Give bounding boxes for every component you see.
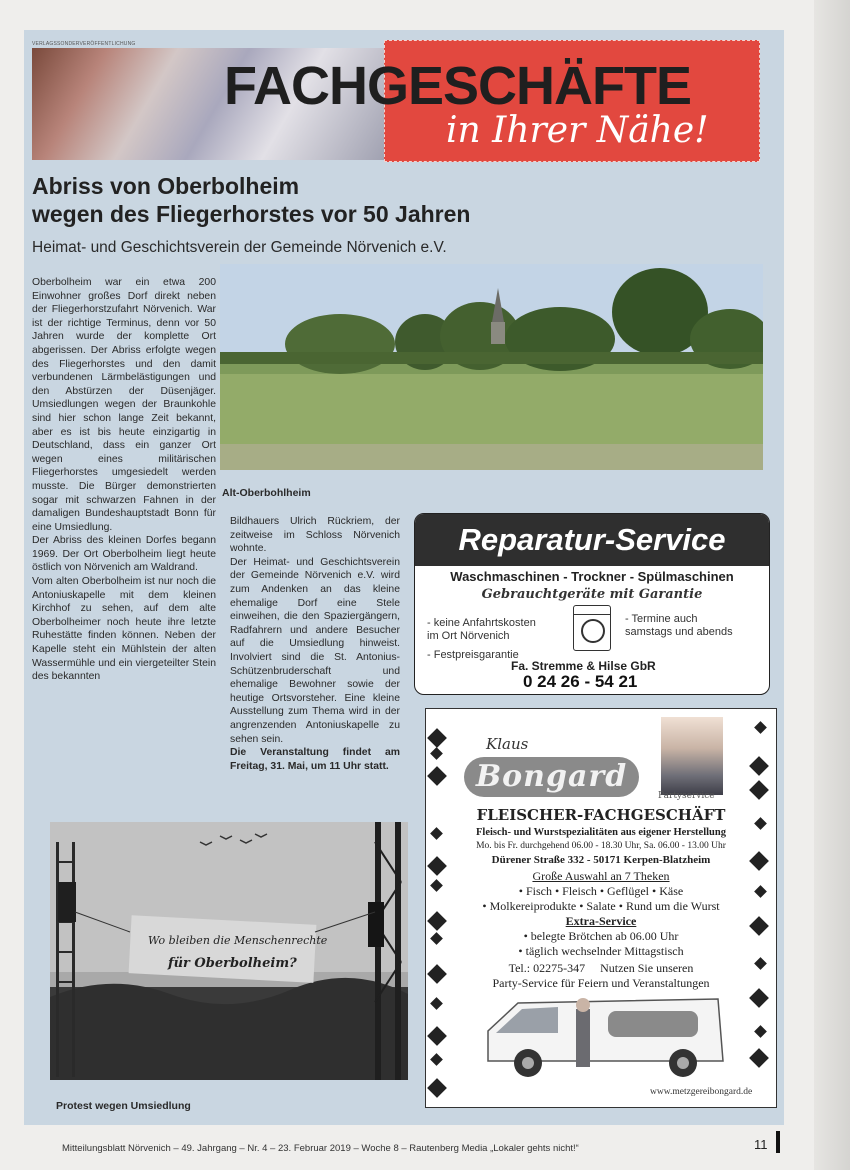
page-footer: Mitteilungsblatt Nörvenich – 49. Jahrgang – Nr. 4 – 23. Februar 2019 – Woche 8 – Rautenberg Media „Lokaler gehts nicht!“ [62,1143,579,1154]
page-edge [814,0,850,1170]
banner-kicker: VERLAGSSONDERVERÖFFENTLICHUNG [32,41,136,47]
diamond-ornament [427,728,447,748]
repair-ad-phone: 0 24 26 - 54 21 [523,672,638,691]
butcher-items-2: • Molkereiprodukte • Salate • Rund um die Wurst [482,899,720,913]
photo-caption: Protest wegen Umsiedlung [56,1100,191,1112]
paragraph: Oberbolheim war ein etwa 200 Einwohner großes Dorf direkt neben der Fliegerhorstzufahrt Nörvenich. War ist der richtige Terminus, denn vor 50 Jahren wurde der komplette Ort abgerissen. Der Abriss erfolgte wegen des Fliegerhorstes und den damit verbundenen Lärmbelästigungen und den Abstürzen der Düsenjäger. Umsiedlungen wegen der Braunkohle sind hier schon lange Zeit bekannt, aber es ist bis heute einzigartig in Deutschland, dass ein ganzer Ort wegen eines militärischen Fliegerhorstes umgesiedelt werden musste. Die Bürger demonstrierten sogar mit schwarzen Fahnen in der damaligen Bundeshauptstadt Bonn für eine Umsiedlung. [32,277,216,533]
van-illustration [478,991,728,1081]
page-number: 11 [754,1137,768,1152]
repair-ad-bullet [427,617,536,643]
diamond-ornament [754,1025,767,1038]
washing-machine-icon [573,605,611,651]
diamond-ornament [749,756,769,776]
section-banner [32,40,760,162]
diamond-ornament [430,997,443,1010]
diamond-ornament [430,747,443,760]
bullet-text: - Termine auch [625,613,698,625]
event-announcement: Die Veranstaltung findet am Freitag, 31. Mai, um 11 Uhr statt. [230,747,400,772]
butcher-extra-1: • belegte Brötchen ab 06.00 Uhr [523,929,679,943]
bullet-text: im Ort Nörvenich [427,630,510,642]
delivery-van-image [478,991,728,1081]
protest-banner-text-2: für Oberbolheim? [168,956,297,971]
butcher-portrait [661,717,723,795]
diamond-ornament [749,1048,769,1068]
diamond-ornament [749,988,769,1008]
banner-title: FACHGESCHÄFTE [224,56,692,116]
protest-illustration [50,822,408,1080]
repair-ad-bullet: - Festpreisgarantie [427,649,519,661]
paragraph: Bildhauers Ulrich Rückriem, der zeitweise im Schloss Nörvenich wohnte. [230,516,400,555]
repair-service-ad [414,513,770,695]
protest-banner-text-1: Wo bleiben die Menschenrechte [148,934,328,947]
butcher-extra-service: Extra-Service [565,914,637,928]
butcher-selection: Große Auswahl an 7 Theken [532,869,670,883]
paragraph: Der Heimat- und Geschichtsverein der Gemeinde Nörvenich e.V. wird zum Andenken an das kleine ehemalige Dorf eine Stele einweihen, die den Spaziergängern, Radfahrern und andere Besucher auf die Umsiedlung hinweist. Involviert sind die St. Antonius-Schützenbruderschaft und ehemalige Bewohner sowie der heutige Ortsvorsteher. Eine kleine Ausstellung zum Thema wird in der angrenzenden Antoniuskapelle zu sehen sein. [230,556,400,745]
bullet-text: - keine Anfahrtskosten [427,617,536,629]
butcher-heading: FLEISCHER-FACHGESCHÄFT [476,806,726,824]
butcher-first-name: Klaus [486,735,529,753]
article-column-2 [230,515,400,773]
headline-line-2: wegen des Fliegerhorstes vor 50 Jahren [32,201,471,227]
repair-ad-company: Fa. Stremme & Hilse GbR [511,659,656,673]
paragraph: Vom alten Oberbolheim ist nur noch die Antoniuskapelle mit dem kleinen Kirchhof zu sehen, auf dem alte Oberbolheimer noch heute ihre letzte Ruhestätte finden können. Neben der Kapelle steht ein Mühlstein der alten Wassermühle und ein viergeteilter Stein des bekannten [32,576,216,683]
butcher-extra-2: • täglich wechselnder Mittagstisch [518,944,684,958]
photo-caption: Alt-Oberbohlheim [222,487,311,499]
repair-ad-bullet [625,613,733,639]
diamond-ornament [430,1053,443,1066]
butcher-tagline: Fleisch- und Wurstspezialitäten aus eigener Herstellung [476,827,726,838]
diamond-ornament [754,721,767,734]
diamond-ornament [427,1078,447,1098]
butcher-phone: Tel.: 02275-347 Nutzen Sie unseren [508,961,694,975]
village-landscape-illustration [220,264,763,470]
paragraph: Der Abriss des kleinen Dorfes begann 1969. Der Ort Oberbolheim liegt heute östlich von Nörvenich am Waldrand. [32,535,216,574]
repair-ad-appliances: Waschmaschinen - Trockner - Spülmaschinen [450,569,734,584]
butcher-items-1: • Fisch • Fleisch • Geflügel • Käse [518,884,684,898]
bullet-text: samstags und abends [625,626,733,638]
headline-line-1: Abriss von Oberbolheim [32,173,300,199]
bongard-logo: Bongard [464,757,639,797]
article-headline [32,172,672,228]
diamond-ornament [427,1026,447,1046]
repair-ad-guarantee: Gebrauchtgeräte mit Garantie [481,587,703,602]
butcher-address: Dürener Straße 332 - 50171 Kerpen-Blatzheim [491,854,711,866]
butcher-ad [425,708,777,1108]
butcher-party-line: Party-Service für Feiern und Veranstaltungen [492,976,710,990]
butcher-hours: Mo. bis Fr. durchgehend 06.00 - 18.30 Uhr, Sa. 06.00 - 13.00 Uhr [476,841,726,851]
diamond-ornament [427,766,447,786]
protest-photo [50,822,408,1080]
partyservice-label: Partyservice [658,791,715,801]
article-subheading: Heimat- und Geschichtsverein der Gemeinde Nörvenich e.V. [32,239,447,256]
repair-ad-title: Reparatur-Service [415,514,769,566]
article-column-1 [32,276,216,684]
butcher-website: www.metzgereibongard.de [650,1087,753,1097]
diamond-ornament [749,780,769,800]
page-number-bar [776,1131,780,1153]
village-photo [220,264,763,470]
banner-subtitle: in Ihrer Nähe! [446,110,709,151]
